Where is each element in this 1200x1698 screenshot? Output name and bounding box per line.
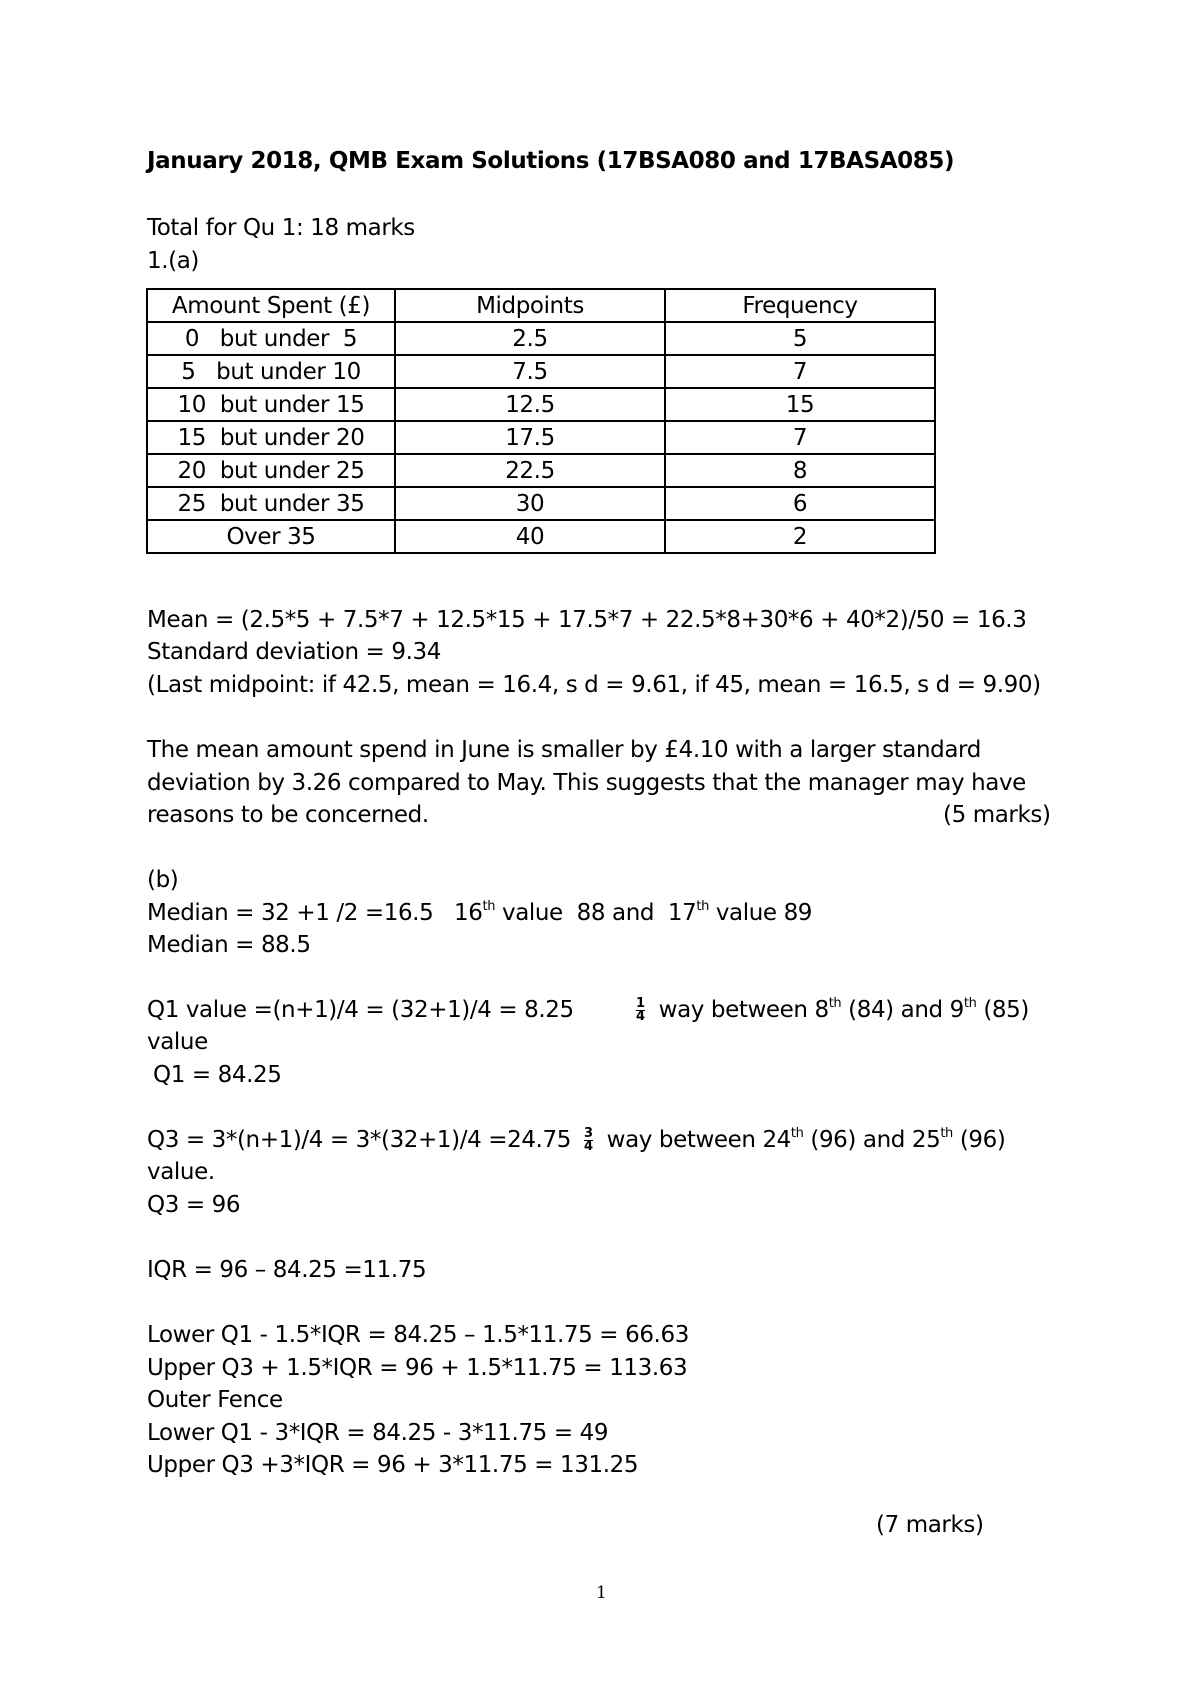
part-a-label: 1.(a) [147,248,199,274]
table-cell: 6 [665,487,935,520]
lower-outer-fence: Lower Q1 - 3*IQR = 84.25 - 3*11.75 = 49 [147,1420,609,1446]
page-number: 1 [596,1583,607,1603]
median-value: Median = 88.5 [147,932,311,958]
table-cell: 17.5 [395,421,665,454]
standard-deviation: Standard deviation = 9.34 [147,639,441,665]
table-cell: 10 but under 15 [147,388,395,421]
table-cell: 0 but under 5 [147,322,395,355]
marks-part-b: (7 marks) [876,1512,984,1538]
q1-value-word: value [147,1029,208,1055]
table-row [147,322,935,355]
table-cell: 8 [665,454,935,487]
table-header: Frequency [665,289,935,322]
table-header: Midpoints [395,289,665,322]
table-row [147,388,935,421]
frequency-table [146,288,936,554]
q1-value: Q1 = 84.25 [153,1062,282,1088]
iqr-calculation: IQR = 96 – 84.25 =11.75 [147,1257,427,1283]
upper-outer-fence: Upper Q3 +3*IQR = 96 + 3*11.75 = 131.25 [147,1452,639,1478]
table-cell: 7 [665,421,935,454]
table-cell: 25 but under 35 [147,487,395,520]
document-title: January 2018, QMB Exam Solutions (17BSA080 and 17BASA085) [147,148,955,174]
q3-value: Q3 = 96 [147,1192,241,1218]
table-row [147,487,935,520]
table-cell: 2.5 [395,322,665,355]
table-cell: 30 [395,487,665,520]
outer-fence-heading: Outer Fence [147,1387,283,1413]
table-cell: 40 [395,520,665,553]
table-row [147,520,935,553]
q3-position: $\frac{3}{4}$ way between 24th (96) and 25th (96) [584,1126,1006,1154]
table-cell: 15 [665,388,935,421]
table-header: Amount Spent (£) [147,289,395,322]
q3-calculation: Q3 = 3*(n+1)/4 = 3*(32+1)/4 =24.75 [147,1127,571,1153]
table-header-row [147,289,935,322]
table-row [147,421,935,454]
q3-value-word: value. [147,1159,215,1185]
table-cell: 5 [665,322,935,355]
lower-inner-fence: Lower Q1 - 1.5*IQR = 84.25 – 1.5*11.75 = 66.63 [147,1322,689,1348]
table-cell: 15 but under 20 [147,421,395,454]
total-marks: Total for Qu 1: 18 marks [147,215,415,241]
marks-part-a: (5 marks) [943,802,1051,828]
part-b-label: (b) [147,867,179,893]
fraction-three-quarters: $\frac{3}{4}$ [584,1126,593,1154]
table-cell: 7.5 [395,355,665,388]
conclusion-line: deviation by 3.26 compared to May. This suggests that the manager may have [147,770,1026,796]
table-cell: 5 but under 10 [147,355,395,388]
last-midpoint-note: (Last midpoint: if 42.5, mean = 16.4, s d = 9.61, if 45, mean = 16.5, s d = 9.90) [147,672,1041,698]
table-cell: Over 35 [147,520,395,553]
conclusion-line: reasons to be concerned. [147,802,429,828]
table-cell: 2 [665,520,935,553]
table-cell: 22.5 [395,454,665,487]
table-cell: 12.5 [395,388,665,421]
q1-position: $\frac{1}{4}$ way between 8th (84) and 9th (85) [636,996,1029,1024]
conclusion-line: The mean amount spend in June is smaller by £4.10 with a larger standard [147,737,981,763]
table-row [147,454,935,487]
mean-calculation: Mean = (2.5*5 + 7.5*7 + 12.5*15 + 17.5*7 + 22.5*8+30*6 + 40*2)/50 = 16.3 [147,607,1027,633]
table-cell: 7 [665,355,935,388]
table-row [147,355,935,388]
median-calculation: Median = 32 +1 /2 =16.5 16th value 88 and 17th value 89 [147,899,813,926]
table-cell: 20 but under 25 [147,454,395,487]
upper-inner-fence: Upper Q3 + 1.5*IQR = 96 + 1.5*11.75 = 113.63 [147,1355,688,1381]
q1-calculation: Q1 value =(n+1)/4 = (32+1)/4 = 8.25 [147,997,574,1023]
fraction-one-quarter: $\frac{1}{4}$ [636,996,645,1024]
